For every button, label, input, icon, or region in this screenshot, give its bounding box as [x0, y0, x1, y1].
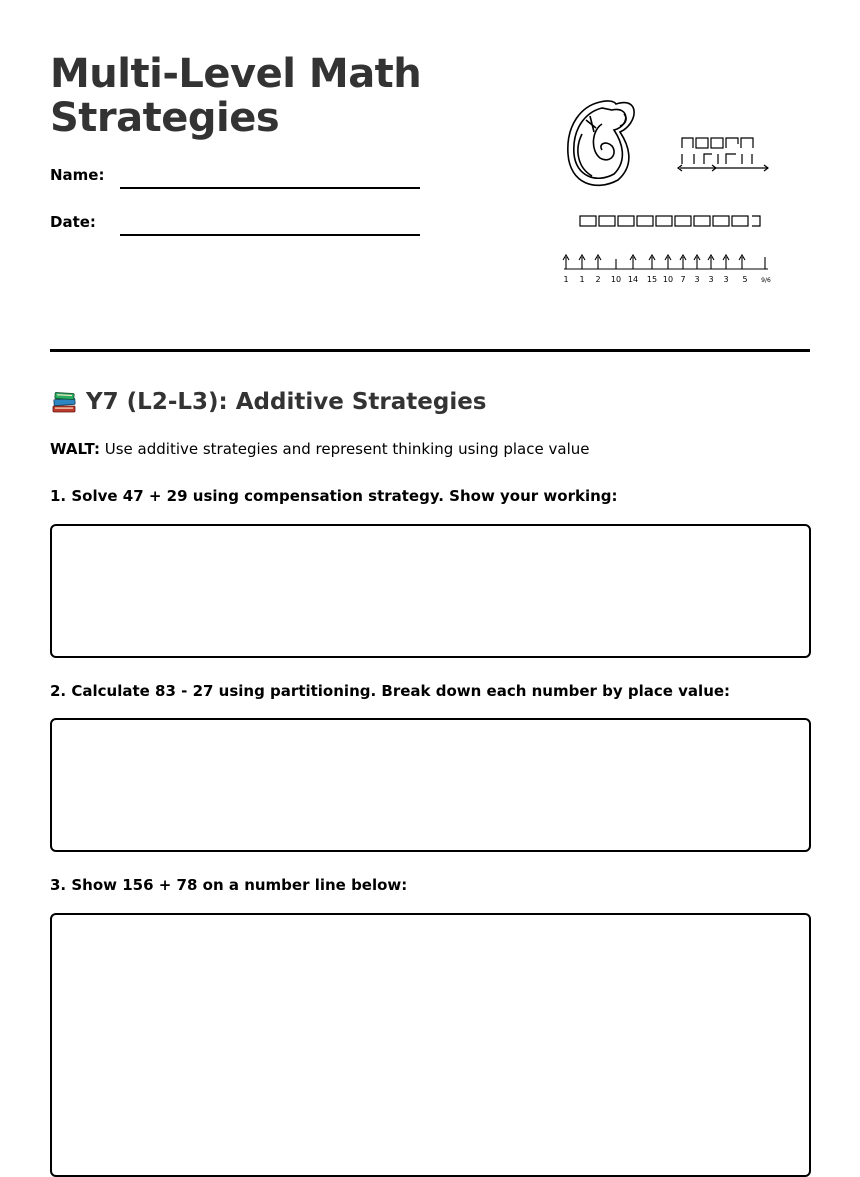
number-line-tick-label: 3 [694, 275, 700, 284]
walt-statement [50, 440, 589, 458]
walt-label: WALT: [50, 440, 100, 458]
answer-box-3[interactable] [50, 913, 811, 1177]
name-label: Name: [50, 166, 105, 184]
number-line-tick-label: 14 [627, 275, 639, 284]
question-3: 3. Show 156 + 78 on a number line below: [50, 876, 408, 894]
number-line-tick-label: 1 [563, 275, 569, 284]
number-line-tick-label: 9/6 [761, 277, 771, 284]
books-icon [50, 388, 78, 416]
worksheet-title: Multi-Level Math Strategies [50, 51, 422, 141]
number-line-tick-label: 10 [610, 275, 622, 284]
header-divider [50, 349, 810, 352]
number-line-tick-label: 3 [708, 275, 714, 284]
swirl-emblem-icon [568, 101, 634, 185]
walt-text: Use additive strategies and represent thinking using place value [104, 440, 590, 458]
question-1: 1. Solve 47 + 29 using compensation strategy. Show your working: [50, 487, 618, 505]
date-field-line[interactable] [120, 234, 420, 236]
number-line-tick-label: 7 [680, 275, 686, 284]
number-line-tick-label: 3 [723, 275, 729, 284]
date-label: Date: [50, 213, 96, 231]
number-line-icon [563, 255, 768, 269]
section-heading-text: Y7 (L2-L3): Additive Strategies [86, 389, 487, 415]
number-line-tick-label: 5 [742, 275, 748, 284]
question-2: 2. Calculate 83 - 27 using partitioning. Break down each number by place value: [50, 682, 731, 700]
number-line-tick-label: 10 [662, 275, 674, 284]
answer-box-2[interactable] [50, 718, 811, 852]
number-line-tick-label: 2 [595, 275, 601, 284]
name-field-line[interactable] [120, 187, 420, 189]
math-strategies-logo-icon [556, 94, 786, 298]
number-line-tick-label: 15 [646, 275, 658, 284]
number-line-tick-label: 1 [579, 275, 585, 284]
section-heading [50, 388, 487, 416]
ten-frame-row-icon [580, 216, 760, 226]
answer-box-1[interactable] [50, 524, 811, 658]
place-value-blocks-icon [678, 138, 768, 171]
